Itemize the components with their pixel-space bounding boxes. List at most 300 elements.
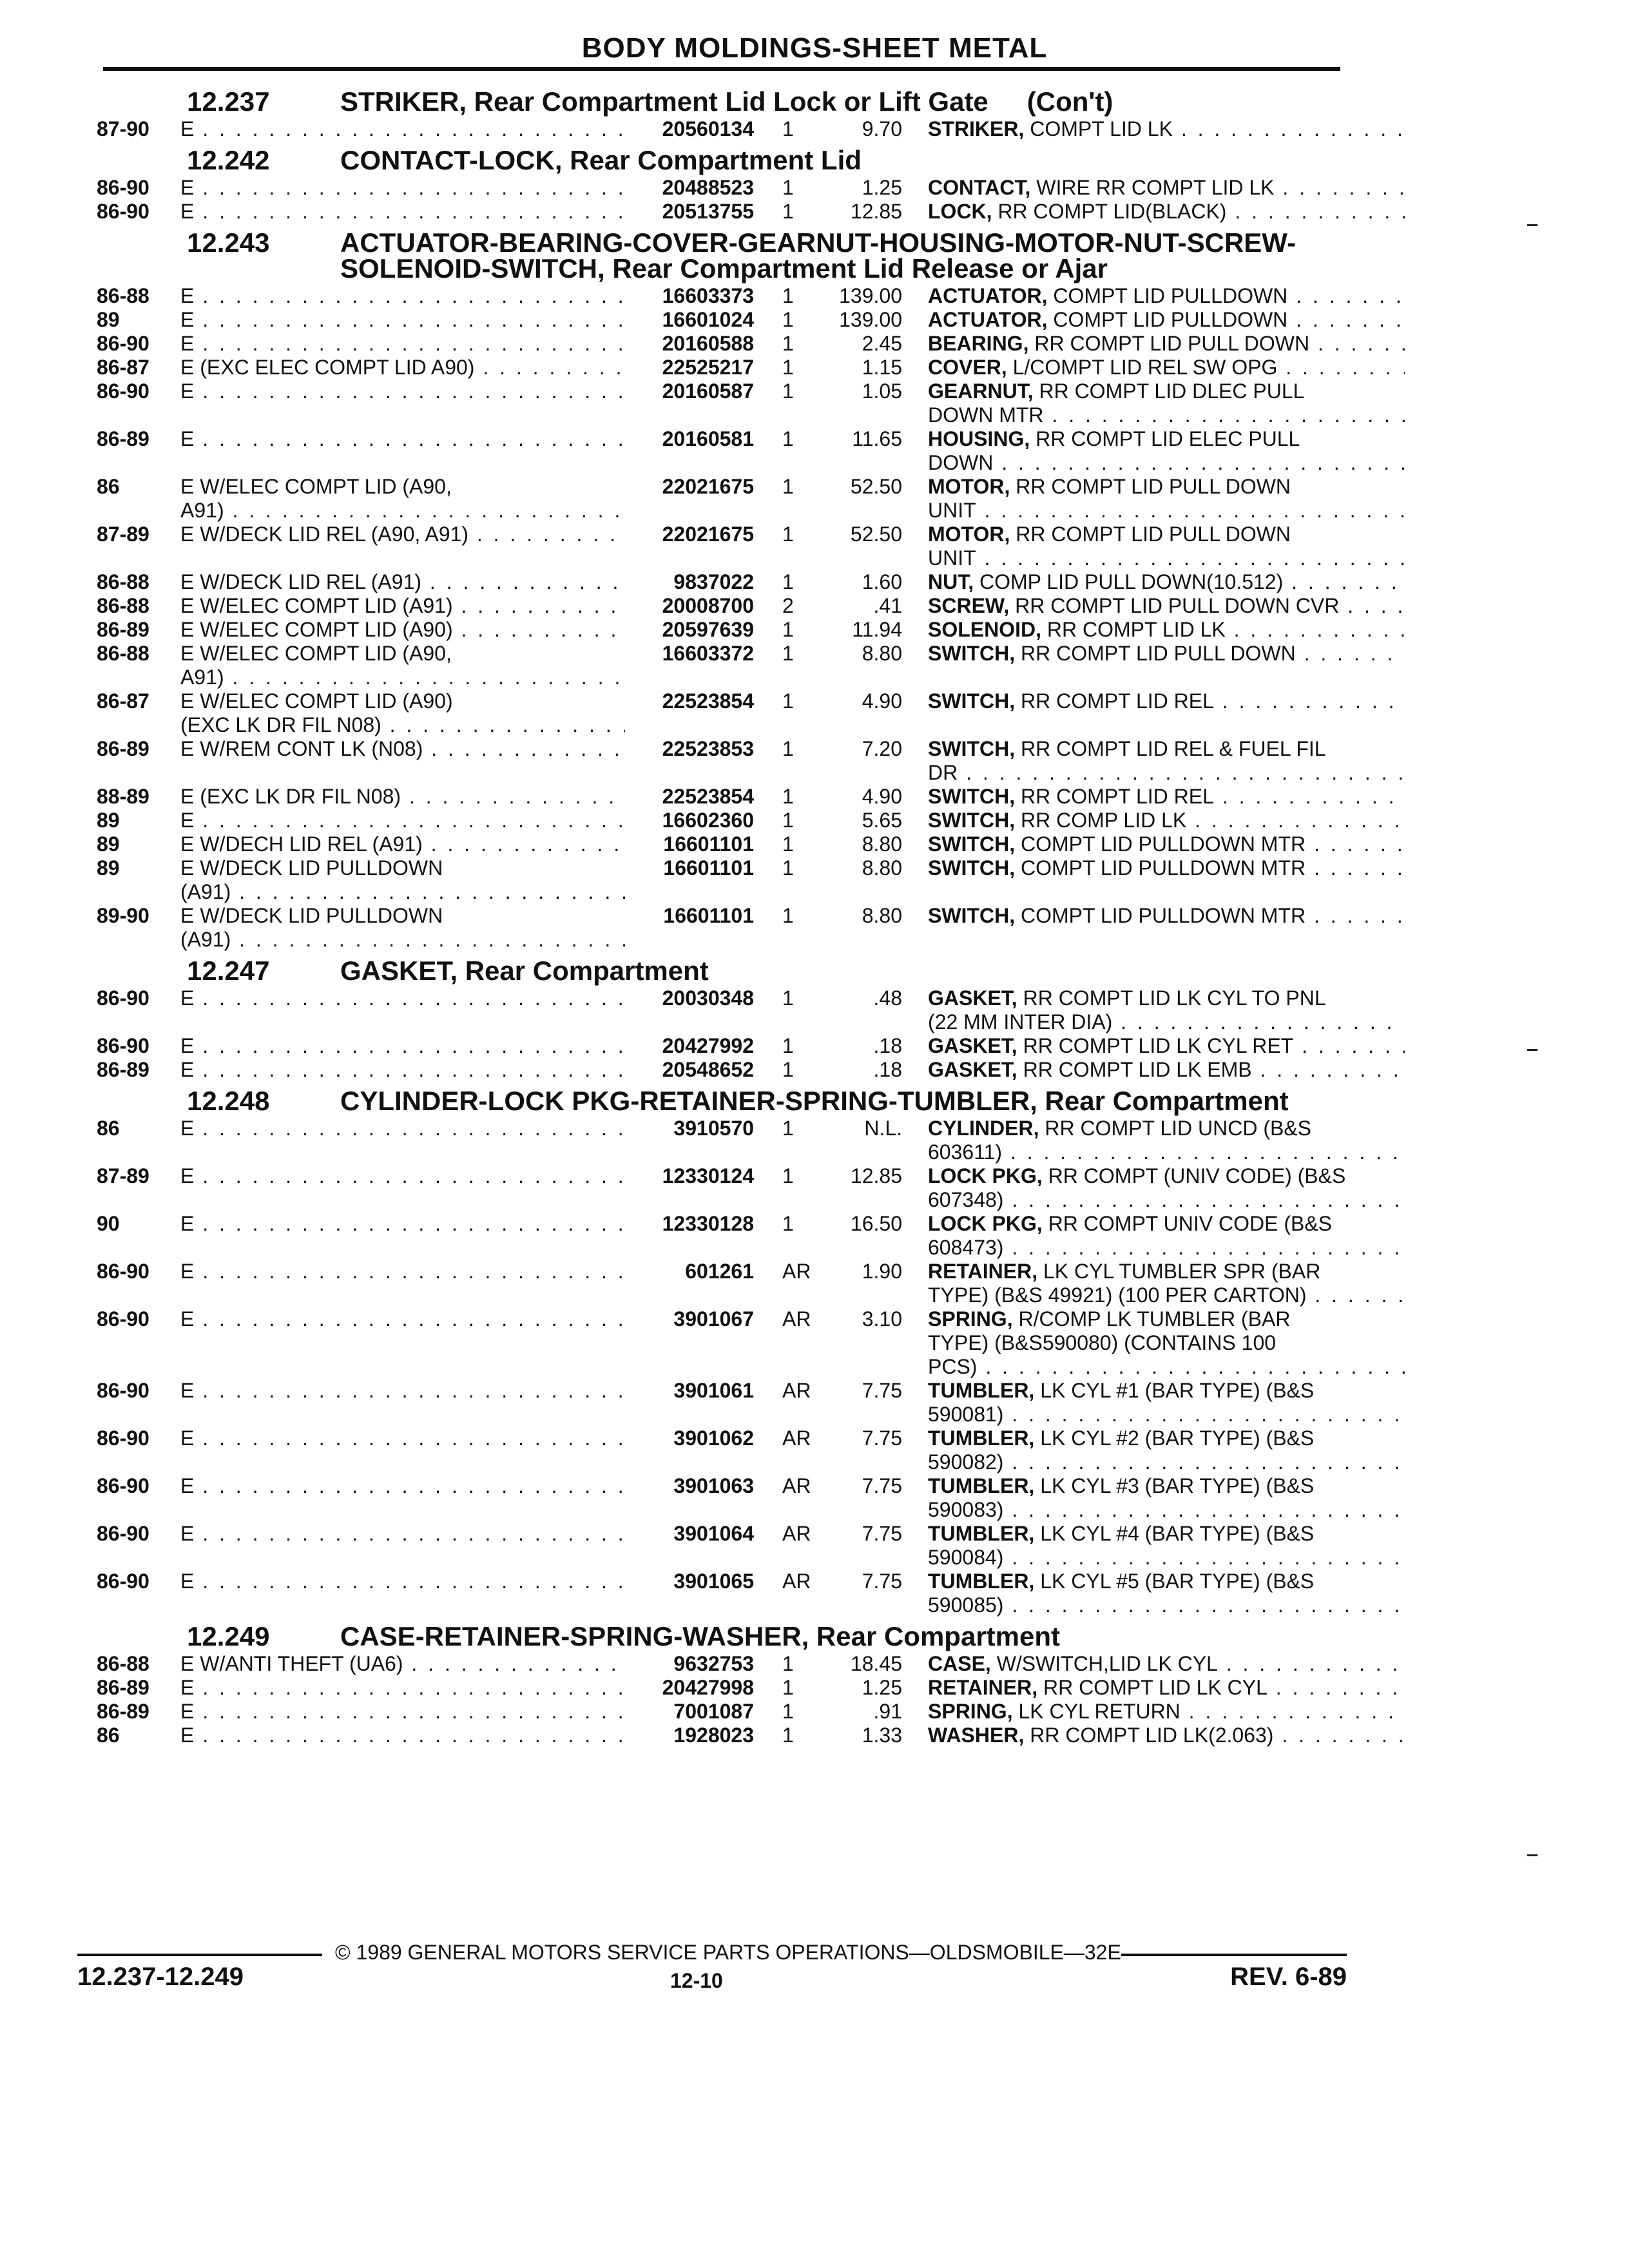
quantity-text: 1 [782, 427, 794, 450]
part-name [902, 356, 1405, 380]
margin-tick [1527, 224, 1537, 226]
section-title [340, 1621, 1339, 1651]
usage-line: E . . . [180, 1724, 625, 1747]
part-name-line: WASHER, RR COMPT LID LK(2.063) . . . [928, 1724, 1405, 1747]
model-year-line: 86 [97, 1724, 120, 1747]
footer-revision: REV. 6-89 [1230, 1963, 1347, 1991]
part-name-line: LOCK PKG, RR COMPT UNIV CODE (B&S [928, 1212, 1333, 1235]
price [831, 570, 902, 594]
quantity-text: 1 [782, 570, 794, 593]
part-number [625, 1427, 754, 1474]
part-row [97, 1260, 1353, 1307]
part-number [625, 380, 754, 427]
part-name-line: TUMBLER, LK CYL #1 (BAR TYPE) (B&S [928, 1379, 1315, 1402]
quantity-text: AR [782, 1522, 811, 1545]
quantity [754, 1700, 831, 1724]
part-name [902, 856, 1405, 904]
part-number [625, 1164, 754, 1212]
usage-line: E W/ELEC COMPT LID (A91) . . . [180, 594, 625, 618]
price-text: 7.75 [862, 1522, 902, 1545]
model-years [97, 1676, 180, 1700]
footer-rule-left [77, 1954, 322, 1956]
section-12-247 [97, 954, 1353, 1082]
part-name-line: GEARNUT, RR COMPT LID DLEC PULL [928, 380, 1305, 403]
part-name-line: SWITCH, COMPT LID PULLDOWN MTR . . . [928, 904, 1405, 928]
part-number-text: 16601101 [663, 856, 754, 879]
part-name-keyword: LOCK PKG, [928, 1212, 1043, 1235]
part-row [97, 332, 1353, 356]
part-row [97, 785, 1353, 809]
part-name-line: GASKET, RR COMPT LID LK EMB . . . [928, 1058, 1405, 1082]
usage-description [180, 1058, 625, 1082]
part-name-line: NUT, COMP LID PULL DOWN(10.512) . . . [928, 570, 1405, 594]
quantity [754, 523, 831, 570]
page-title: BODY MOLDINGS-SHEET METAL [581, 32, 1048, 64]
quantity [754, 356, 831, 380]
price [831, 986, 902, 1034]
usage-line: E . . . [180, 1676, 625, 1700]
part-name-line: SWITCH, COMPT LID PULLDOWN MTR . . . [928, 856, 1405, 880]
part-number [625, 1034, 754, 1058]
quantity-text: 1 [782, 380, 794, 403]
usage-line: E . . . [180, 380, 625, 403]
part-number-text: 16601024 [662, 308, 754, 331]
usage-line: E . . . [180, 1058, 625, 1082]
margin-tick [1527, 1854, 1537, 1856]
part-name [902, 1260, 1405, 1307]
model-year-line: 86 [97, 475, 120, 498]
quantity [754, 594, 831, 618]
part-name-line: SWITCH, RR COMPT LID REL . . . [928, 689, 1405, 713]
part-name [902, 1212, 1405, 1260]
price-text: N.L. [864, 1117, 902, 1140]
usage-description [180, 1117, 625, 1164]
part-number-text: 22523854 [662, 785, 754, 808]
part-name-keyword: CONTACT, [928, 176, 1031, 199]
price-text: 7.75 [862, 1570, 902, 1593]
part-name-line: SCREW, RR COMPT LID PULL DOWN CVR . . . [928, 594, 1405, 618]
part-number-text: 22021675 [662, 523, 754, 546]
part-row [97, 1676, 1353, 1700]
section-title [340, 145, 1339, 175]
quantity-text: 1 [782, 332, 794, 355]
part-name-keyword: SPRING, [928, 1700, 1013, 1723]
part-name [902, 200, 1405, 224]
part-number-text: 16601101 [663, 904, 754, 927]
part-name-line: 590083) . . . [928, 1498, 1405, 1522]
part-number [625, 1260, 754, 1307]
part-name-keyword: TUMBLER, [928, 1570, 1035, 1593]
quantity [754, 475, 831, 523]
model-year-line: 86-90 [97, 1260, 149, 1283]
part-name-keyword: SPRING, [928, 1307, 1013, 1331]
price [831, 332, 902, 356]
part-row [97, 284, 1353, 308]
usage-line: E W/DECK LID REL (A90, A91) . . . [180, 523, 625, 546]
price-text: .18 [873, 1058, 902, 1081]
price [831, 1117, 902, 1164]
part-name-keyword: SCREW, [928, 594, 1010, 617]
price [831, 689, 902, 737]
price-text: 1.05 [862, 380, 902, 403]
usage-description [180, 618, 625, 642]
part-name-keyword: MOTOR, [928, 475, 1010, 498]
section-title-text: CONTACT-LOCK, Rear Compartment Lid [340, 145, 862, 175]
part-number [625, 427, 754, 475]
model-year-line: 89 [97, 832, 120, 856]
part-name-line: PCS) . . . [928, 1355, 1405, 1379]
footer-copyright: © 1989 GENERAL MOTORS SERVICE PARTS OPERATIONS—OLDSMOBILE—32E [335, 1941, 1121, 1964]
part-number-text: 3901061 [673, 1379, 754, 1402]
section-header [97, 85, 1353, 117]
quantity-text: 2 [782, 594, 794, 617]
quantity-text: 1 [782, 308, 794, 331]
part-number-text: 20513755 [662, 200, 754, 223]
part-number [625, 356, 754, 380]
section-header [97, 226, 1353, 284]
quantity [754, 642, 831, 689]
usage-description [180, 117, 625, 141]
part-name-keyword: WASHER, [928, 1724, 1025, 1747]
part-name-keyword: TUMBLER, [928, 1522, 1035, 1545]
part-name-keyword: TUMBLER, [928, 1474, 1035, 1497]
usage-description [180, 1034, 625, 1058]
part-number-text: 12330128 [662, 1212, 754, 1235]
model-year-line: 86-90 [97, 1522, 149, 1545]
section-number: 12.242 [187, 145, 270, 175]
part-name-line: GASKET, RR COMPT LID LK CYL TO PNL [928, 986, 1326, 1010]
section-header [97, 1620, 1353, 1652]
model-years [97, 689, 180, 737]
part-number-text: 3901063 [673, 1474, 754, 1497]
part-number-text: 3901065 [673, 1570, 754, 1593]
usage-line: (EXC LK DR FIL N08) . . . [180, 713, 625, 737]
part-name [902, 1164, 1405, 1212]
model-year-line: 86-90 [97, 380, 149, 403]
section-title-text: ACTUATOR-BEARING-COVER-GEARNUT-HOUSING-MOTOR-NUT-SCREW-SOLENOID-SWITCH, Rear Compartment Lid Release or Ajar [340, 227, 1296, 284]
part-number [625, 809, 754, 832]
usage-description [180, 856, 625, 904]
price [831, 1700, 902, 1724]
part-row [97, 594, 1353, 618]
model-years [97, 1474, 180, 1522]
quantity [754, 737, 831, 785]
part-row [97, 117, 1353, 141]
part-number-text: 9837022 [673, 570, 754, 593]
part-number [625, 1652, 754, 1676]
quantity [754, 200, 831, 224]
part-name [902, 1034, 1405, 1058]
price-text: .41 [873, 594, 902, 617]
part-number-text: 20160588 [662, 332, 754, 355]
part-row [97, 1427, 1353, 1474]
price-text: 16.50 [850, 1212, 902, 1235]
price [831, 1676, 902, 1700]
quantity-text: 1 [782, 176, 794, 199]
part-name-keyword: BEARING, [928, 332, 1029, 355]
model-year-line: 86-89 [97, 1058, 149, 1081]
quantity [754, 1260, 831, 1307]
quantity-text: 1 [782, 809, 794, 832]
part-name [902, 1058, 1405, 1082]
model-year-line: 86-88 [97, 1652, 149, 1675]
part-number [625, 1676, 754, 1700]
part-name [902, 570, 1405, 594]
price-text: 5.65 [862, 809, 902, 832]
part-row [97, 1034, 1353, 1058]
part-number [625, 785, 754, 809]
model-year-line: 86-88 [97, 570, 149, 593]
part-name-keyword: SWITCH, [928, 642, 1016, 665]
section-title-text: CASE-RETAINER-SPRING-WASHER, Rear Compartment [340, 1621, 1060, 1651]
section-header [97, 954, 1353, 986]
part-name-keyword: SWITCH, [928, 904, 1016, 927]
model-year-line: 86-90 [97, 200, 149, 223]
part-number-text: 3901067 [673, 1307, 754, 1331]
model-years [97, 570, 180, 594]
section-number: 12.247 [187, 956, 270, 986]
part-row [97, 832, 1353, 856]
part-number [625, 1212, 754, 1260]
model-year-line: 86-90 [97, 1307, 149, 1331]
part-row [97, 1164, 1353, 1212]
price-text: 8.80 [862, 856, 902, 879]
section-header [97, 1084, 1353, 1117]
usage-line: E . . . [180, 427, 625, 451]
part-name [902, 380, 1405, 427]
part-name [902, 308, 1405, 332]
model-year-line: 87-89 [97, 523, 149, 546]
price [831, 737, 902, 785]
model-years [97, 642, 180, 689]
usage-description [180, 475, 625, 523]
quantity-text: 1 [782, 689, 794, 713]
usage-description [180, 1164, 625, 1212]
part-name-line: UNIT . . . [928, 499, 1405, 523]
part-row [97, 1474, 1353, 1522]
part-name-keyword: SWITCH, [928, 832, 1016, 856]
quantity [754, 427, 831, 475]
model-year-line: 86-90 [97, 332, 149, 355]
price [831, 1427, 902, 1474]
section-continued: (Con't) [1027, 86, 1113, 117]
quantity [754, 1676, 831, 1700]
price-text: 7.75 [862, 1379, 902, 1402]
part-name-keyword: COVER, [928, 356, 1007, 379]
usage-description [180, 1307, 625, 1379]
part-name [902, 904, 1405, 952]
price [831, 176, 902, 200]
part-number-text: 3901062 [673, 1427, 754, 1450]
price [831, 642, 902, 689]
usage-line: E W/DECH LID REL (A91) . . . [180, 832, 625, 856]
quantity-text: AR [782, 1570, 811, 1593]
model-years [97, 1570, 180, 1617]
section-title-text: GASKET, Rear Compartment [340, 956, 709, 986]
usage-description [180, 832, 625, 856]
quantity [754, 1379, 831, 1427]
quantity [754, 986, 831, 1034]
model-years [97, 785, 180, 809]
price [831, 594, 902, 618]
price [831, 904, 902, 952]
usage-line: E . . . [180, 1034, 625, 1058]
part-row [97, 856, 1353, 904]
quantity-text: 1 [782, 642, 794, 665]
part-number-text: 7001087 [673, 1700, 754, 1723]
part-number-text: 20160587 [662, 380, 754, 403]
price [831, 1260, 902, 1307]
usage-description [180, 986, 625, 1034]
usage-description [180, 523, 625, 570]
model-years [97, 618, 180, 642]
part-row [97, 737, 1353, 785]
section-12-243 [97, 226, 1353, 952]
quantity [754, 1307, 831, 1379]
usage-description [180, 380, 625, 427]
usage-line: E . . . [180, 200, 625, 224]
price [831, 475, 902, 523]
usage-line: E . . . [180, 1379, 625, 1403]
usage-line: E W/ELEC COMPT LID (A90) [180, 689, 453, 713]
usage-description [180, 200, 625, 224]
part-name [902, 1117, 1405, 1164]
part-name-line: RETAINER, RR COMPT LID LK CYL . . . [928, 1676, 1405, 1700]
usage-description [180, 356, 625, 380]
usage-line: E W/REM CONT LK (N08) . . . [180, 737, 625, 761]
part-name-line: TUMBLER, LK CYL #5 (BAR TYPE) (B&S [928, 1570, 1315, 1593]
part-name-line: CYLINDER, RR COMPT LID UNCD (B&S [928, 1117, 1312, 1140]
part-name-line: 603611) . . . [928, 1140, 1405, 1164]
usage-description [180, 642, 625, 689]
part-number-text: 22523854 [662, 689, 754, 713]
usage-line: E (EXC ELEC COMPT LID A90) . . . [180, 356, 625, 380]
price-text: .48 [873, 986, 902, 1010]
quantity-text: AR [782, 1474, 811, 1497]
price-text: 52.50 [850, 475, 902, 498]
model-years [97, 1522, 180, 1570]
part-number-text: 20030348 [662, 986, 754, 1010]
price-text: 8.80 [862, 642, 902, 665]
part-name [902, 117, 1405, 141]
usage-description [180, 1724, 625, 1747]
quantity-text: 1 [782, 1724, 794, 1747]
part-name [902, 785, 1405, 809]
price-text: 7.75 [862, 1474, 902, 1497]
quantity-text: 1 [782, 1212, 794, 1235]
part-number-text: 20597639 [662, 618, 754, 641]
part-name-line: 590084) . . . [928, 1546, 1405, 1570]
section-title [340, 1088, 1339, 1114]
quantity [754, 904, 831, 952]
model-year-line: 86-90 [97, 986, 149, 1010]
model-year-line: 86-90 [97, 1379, 149, 1402]
part-name-line: SPRING, R/COMP LK TUMBLER (BAR [928, 1307, 1291, 1331]
usage-line: E . . . [180, 1117, 625, 1140]
part-number-text: 16603373 [662, 284, 754, 307]
model-years [97, 1034, 180, 1058]
quantity [754, 1164, 831, 1212]
model-years [97, 200, 180, 224]
section-title [340, 86, 1339, 117]
part-name-line: TUMBLER, LK CYL #3 (BAR TYPE) (B&S [928, 1474, 1315, 1497]
price [831, 1034, 902, 1058]
model-year-line: 86-90 [97, 1034, 149, 1057]
model-years [97, 176, 180, 200]
quantity [754, 308, 831, 332]
quantity-text: 1 [782, 832, 794, 856]
model-year-line: 87-90 [97, 117, 149, 140]
usage-line: E . . . [180, 1700, 625, 1724]
price [831, 200, 902, 224]
part-number-text: 20008700 [662, 594, 754, 617]
part-name [902, 832, 1405, 856]
quantity [754, 176, 831, 200]
part-row [97, 904, 1353, 952]
part-number [625, 737, 754, 785]
part-name-keyword: SWITCH, [928, 809, 1016, 832]
usage-description [180, 284, 625, 308]
part-number [625, 1522, 754, 1570]
part-name-line: UNIT . . . [928, 546, 1405, 570]
part-name-keyword: CASE, [928, 1652, 991, 1675]
usage-line: E . . . [180, 1427, 625, 1450]
part-number [625, 1117, 754, 1164]
quantity [754, 380, 831, 427]
part-name-line: DR . . . [928, 761, 1405, 785]
price-text: 1.25 [862, 176, 902, 199]
usage-description [180, 689, 625, 737]
quantity-text: 1 [782, 523, 794, 546]
part-name-line: MOTOR, RR COMPT LID PULL DOWN [928, 475, 1291, 498]
quantity [754, 1212, 831, 1260]
model-year-line: 86-89 [97, 1700, 149, 1723]
model-year-line: 89 [97, 308, 120, 331]
section-number: 12.237 [187, 86, 270, 117]
part-name-keyword: RETAINER, [928, 1260, 1038, 1283]
price-text: .18 [873, 1034, 902, 1057]
usage-line: E . . . [180, 1164, 625, 1188]
model-years [97, 284, 180, 308]
price [831, 1570, 902, 1617]
price-text: 2.45 [862, 332, 902, 355]
part-number [625, 986, 754, 1034]
part-number [625, 904, 754, 952]
part-row [97, 427, 1353, 475]
quantity [754, 832, 831, 856]
price [831, 1474, 902, 1522]
part-number [625, 308, 754, 332]
model-years [97, 1212, 180, 1260]
quantity-text: 1 [782, 1058, 794, 1081]
part-name-keyword: SWITCH, [928, 785, 1016, 808]
usage-line: E W/DECK LID PULLDOWN [180, 904, 443, 927]
usage-line: E . . . [180, 1522, 625, 1546]
part-name-line: LOCK, RR COMPT LID(BLACK) . . . [928, 200, 1405, 224]
price [831, 1212, 902, 1260]
part-number [625, 642, 754, 689]
part-number [625, 856, 754, 904]
part-row [97, 570, 1353, 594]
usage-line: E . . . [180, 1474, 625, 1498]
part-name-line: SWITCH, COMPT LID PULLDOWN MTR . . . [928, 832, 1405, 856]
price [831, 1058, 902, 1082]
part-name [902, 986, 1405, 1034]
usage-description [180, 176, 625, 200]
part-name-keyword: SWITCH, [928, 689, 1016, 713]
part-name [902, 523, 1405, 570]
part-number [625, 832, 754, 856]
